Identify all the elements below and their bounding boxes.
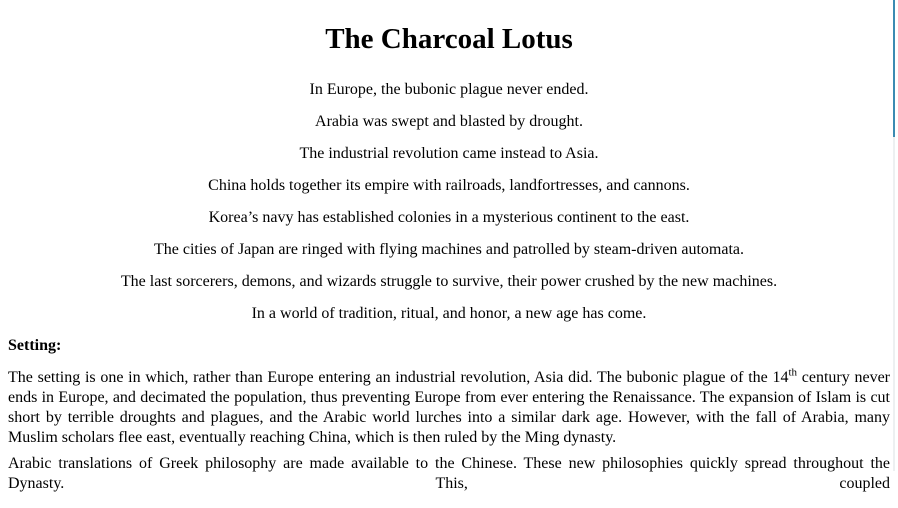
setting-paragraph-1 <box>8 368 890 448</box>
superscript-th: th <box>788 366 798 379</box>
intro-line: Korea’s navy has established colonies in a mysterious continent to the east. <box>208 209 690 226</box>
intro-line: Arabia was swept and blasted by drought. <box>315 113 583 130</box>
intro-line: In a world of tradition, ritual, and honor, a new age has come. <box>251 305 647 322</box>
setting-heading: Setting: <box>8 337 62 354</box>
setting-paragraph-1-text-continued: century never ends in Europe, and decimated the population, thus preventing Europe from ever entering the Renaissance. The expansion of Islam is cut short by terrible droughts and plagues, and the Arabic world lurches into a similar dark age. However, with the fall of Arabia, many Muslim scholars flee east, eventually reaching China, which is then ruled by the Ming dynasty. <box>8 369 891 446</box>
setting-paragraph-2: Arabic translations of Greek philosophy are made available to the Chinese. These new philosophies quickly spread throughout the Dynasty. This, coupled <box>8 455 890 492</box>
scrollbar-thumb[interactable] <box>893 0 895 137</box>
intro-line: In Europe, the bubonic plague never ended. <box>309 81 589 98</box>
document-title: The Charcoal Lotus <box>325 23 573 55</box>
intro-line: The last sorcerers, demons, and wizards struggle to survive, their power crushed by the new machines. <box>120 273 778 290</box>
intro-line: The cities of Japan are ringed with flying machines and patrolled by steam-driven automata. <box>153 241 745 258</box>
intro-line: China holds together its empire with railroads, landfortresses, and cannons. <box>208 177 690 194</box>
scrollbar-track[interactable] <box>893 0 895 471</box>
intro-line: The industrial revolution came instead to Asia. <box>299 145 599 162</box>
setting-paragraph-1-text: The setting is one in which, rather than Europe entering an industrial revolution, Asia did. The bubonic plague of the 14 <box>8 369 789 386</box>
